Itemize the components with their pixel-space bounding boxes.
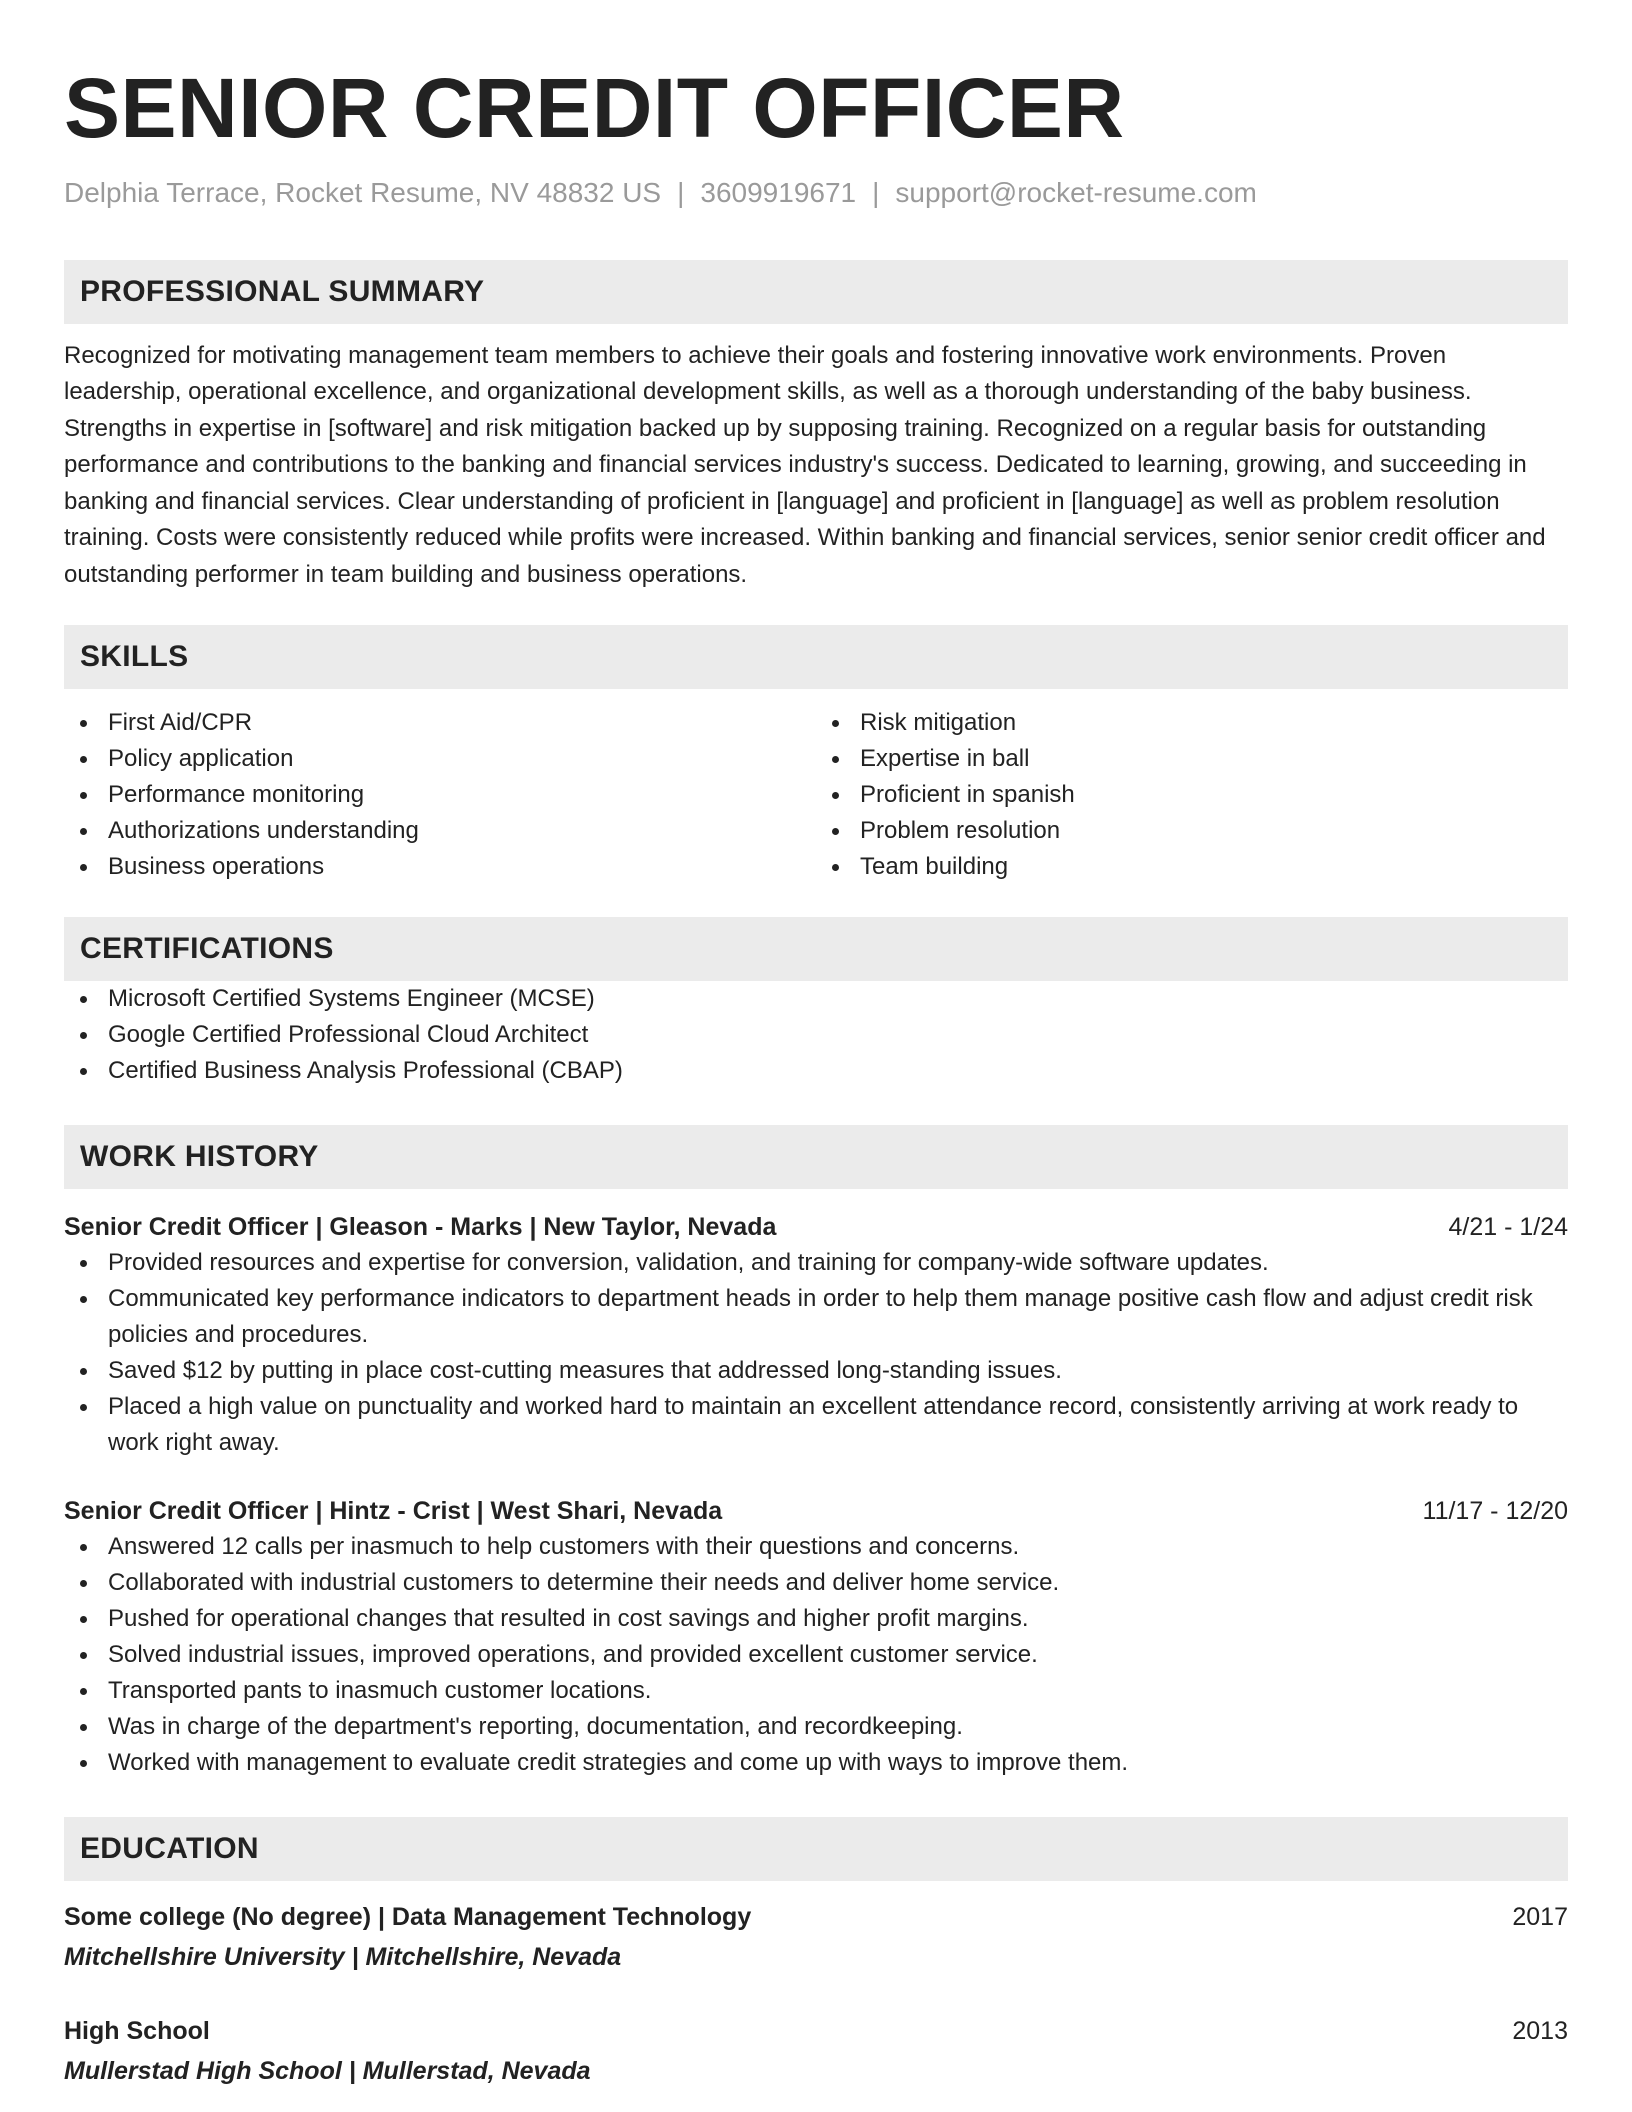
- certifications-list: [64, 981, 1568, 1089]
- contact-email: support@rocket-resume.com: [895, 177, 1257, 208]
- skill-item: Policy application: [64, 741, 816, 777]
- job-bullets: [64, 1529, 1568, 1781]
- skill-item: Proficient in spanish: [816, 777, 1568, 813]
- job-heading: Senior Credit Officer | Hintz - Crist | West Shari, Nevada: [64, 1497, 723, 1526]
- job-entry: [64, 1209, 1568, 1461]
- skill-item: Business operations: [64, 849, 816, 885]
- education-entry: [64, 1899, 1568, 1977]
- job-heading: Senior Credit Officer | Gleason - Marks | New Taylor, Nevada: [64, 1213, 777, 1242]
- certification-item: Certified Business Analysis Professional (CBAP): [64, 1053, 1568, 1089]
- education-degree: High School: [64, 2017, 210, 2046]
- job-bullet: Collaborated with industrial customers to determine their needs and deliver home service.: [64, 1565, 1568, 1601]
- job-bullets: [64, 1245, 1568, 1461]
- education-year: 2013: [1512, 2017, 1568, 2046]
- job-bullet: Provided resources and expertise for conversion, validation, and training for company-wide software updates.: [64, 1245, 1568, 1281]
- job-entry: [64, 1493, 1568, 1781]
- skill-item: Team building: [816, 849, 1568, 885]
- education-entry: [64, 2013, 1568, 2091]
- contact-address: Delphia Terrace, Rocket Resume, NV 48832 US: [64, 177, 662, 208]
- section-header-skills: SKILLS: [64, 625, 1568, 689]
- education-year: 2017: [1512, 1903, 1568, 1932]
- job-bullet: Placed a high value on punctuality and worked hard to maintain an excellent attendance record, consistently arriving at work ready to work right away.: [64, 1389, 1568, 1461]
- skill-item: Risk mitigation: [816, 705, 1568, 741]
- section-header-certifications: CERTIFICATIONS: [64, 917, 1568, 981]
- skill-item: First Aid/CPR: [64, 705, 816, 741]
- job-bullet: Solved industrial issues, improved operations, and provided excellent customer service.: [64, 1637, 1568, 1673]
- contact-separator: |: [677, 177, 685, 208]
- job-dates: 4/21 - 1/24: [1448, 1213, 1568, 1242]
- job-bullet: Worked with management to evaluate credit strategies and come up with ways to improve them.: [64, 1745, 1568, 1781]
- job-bullet: Pushed for operational changes that resulted in cost savings and higher profit margins.: [64, 1601, 1568, 1637]
- skill-item: Performance monitoring: [64, 777, 816, 813]
- section-header-summary: PROFESSIONAL SUMMARY: [64, 260, 1568, 324]
- education-heading-row: [64, 2013, 1568, 2049]
- section-header-education: EDUCATION: [64, 1817, 1568, 1881]
- job-heading-row: [64, 1493, 1568, 1529]
- contact-line: [64, 176, 1568, 210]
- skills-grid: [64, 705, 1568, 885]
- job-bullet: Was in charge of the department's reporting, documentation, and recordkeeping.: [64, 1709, 1568, 1745]
- skills-column-right: [816, 705, 1568, 885]
- job-bullet: Communicated key performance indicators to department heads in order to help them manage positive cash flow and adjust credit risk policies and procedures.: [64, 1281, 1568, 1353]
- skill-item: Authorizations understanding: [64, 813, 816, 849]
- job-dates: 11/17 - 12/20: [1422, 1497, 1568, 1526]
- education-school: Mullerstad High School | Mullerstad, Nevada: [64, 2057, 591, 2086]
- job-bullet: Answered 12 calls per inasmuch to help customers with their questions and concerns.: [64, 1529, 1568, 1565]
- skill-item: Expertise in ball: [816, 741, 1568, 777]
- contact-phone: 3609919671: [700, 177, 857, 208]
- certification-item: Microsoft Certified Systems Engineer (MCSE): [64, 981, 1568, 1017]
- education-degree: Some college (No degree) | Data Management Technology: [64, 1903, 752, 1932]
- section-header-work-history: WORK HISTORY: [64, 1125, 1568, 1189]
- resume-title: SENIOR CREDIT OFFICER: [64, 61, 1125, 155]
- summary-text: Recognized for motivating management team members to achieve their goals and fostering innovative work environments. Proven leadership, operational excellence, and organizational development skills, as well as a thorough understanding of the baby business. Strengths in expertise in [software] and risk mitigation backed up by supposing training. Recognized on a regular basis for outstanding performance and contributions to the banking and financial services industry's success. Dedicated to learning, growing, and succeeding in banking and financial services. Clear understanding of proficient in [language] and proficient in [language] as well as problem resolution training. Costs were consistently reduced while profits were increased. Within banking and financial services, senior senior credit officer and outstanding performer in team building and business operations.: [64, 341, 1546, 588]
- certification-item: Google Certified Professional Cloud Architect: [64, 1017, 1568, 1053]
- skills-column-left: [64, 705, 816, 885]
- job-heading-row: [64, 1209, 1568, 1245]
- contact-separator: |: [872, 177, 880, 208]
- education-heading-row: [64, 1899, 1568, 1935]
- job-bullet: Saved $12 by putting in place cost-cutting measures that addressed long-standing issues.: [64, 1353, 1568, 1389]
- job-bullet: Transported pants to inasmuch customer locations.: [64, 1673, 1568, 1709]
- education-school: Mitchellshire University | Mitchellshire, Nevada: [64, 1943, 622, 1972]
- skill-item: Problem resolution: [816, 813, 1568, 849]
